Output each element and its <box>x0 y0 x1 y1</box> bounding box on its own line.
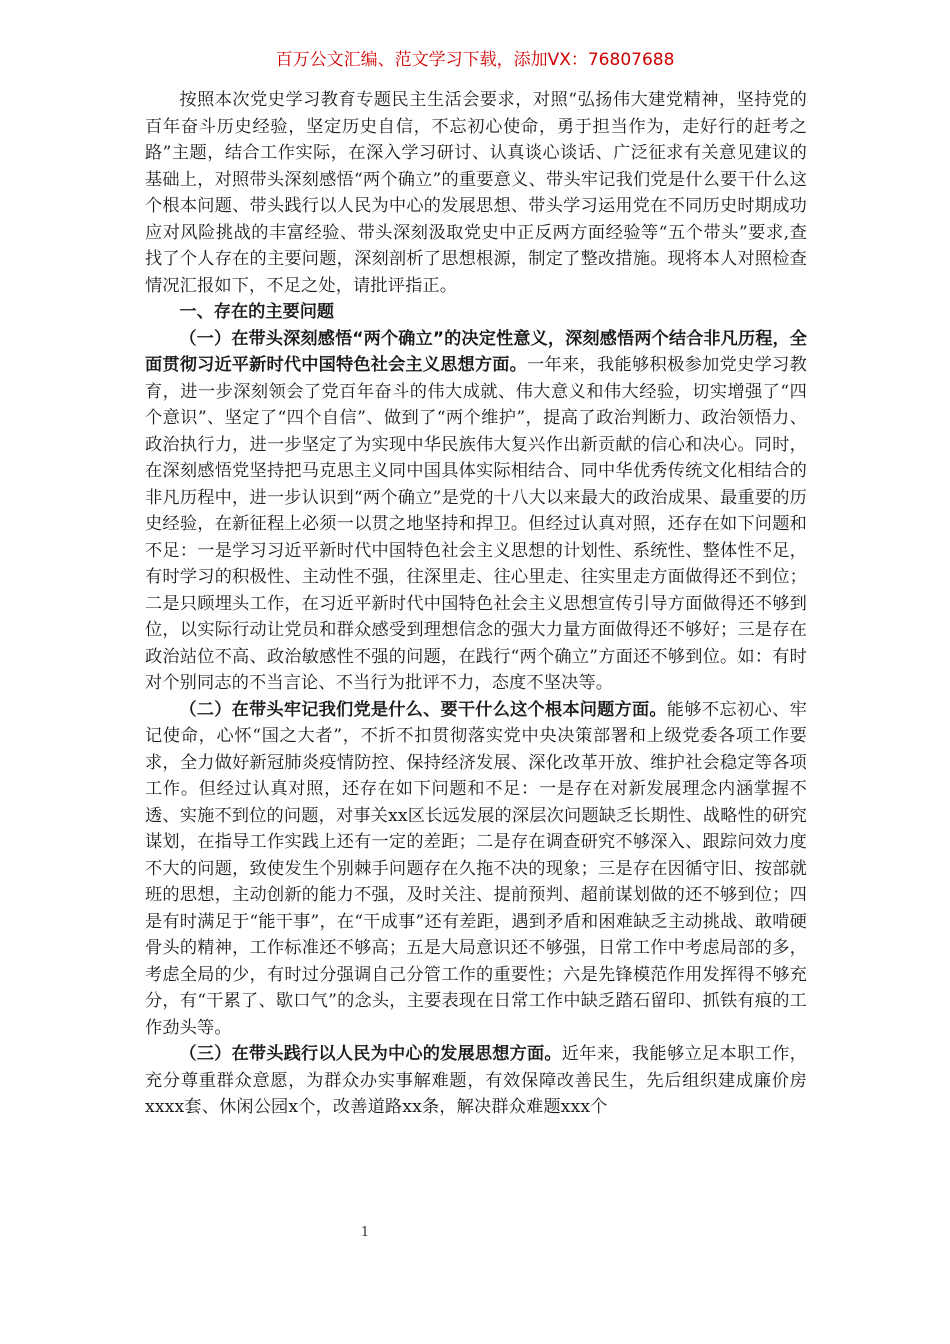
item-lead-2: （二）在带头牢记我们党是什么、要干什么这个根本问题方面。 <box>179 699 667 720</box>
item-body-3: 近年来，我能够立足本职工作，充分尊重群众意愿，为群众办实事解难题，有效保障改善民生，先后组织建成廉价房xxxx套、休闲公园x个，改善道路xx条，解决群众难题xxx个 <box>145 1044 807 1117</box>
intro-paragraph: 按照本次党史学习教育专题民主生活会要求，对照“弘扬伟大建党精神，坚持党的百年奋斗历史经验，坚定历史自信，不忘初心使命，勇于担当作为，走好行的赶考之路”主题，结合工作实际，在深入学习研讨、认真谈心谈话、广泛征求有关意见建议的基础上，对照带头深刻感悟“两个确立”的重要意义、带头牢记我们党是什么要干什么这个根本问题、带头践行以人民为中心的发展思想、带头学习运用党在不同历史时期成功应对风险挑战的丰富经验、带头深刻汲取党史中正反两方面经验等“五个带头”要求,查找了个人存在的主要问题，深刻剖析了思想根源，制定了整改措施。现将本人对照检查情况汇报如下，不足之处，请批评指正。 <box>145 90 807 296</box>
item-paragraph-3 <box>145 1041 807 1121</box>
item-paragraph-1 <box>145 326 807 697</box>
document-body <box>145 87 807 1121</box>
item-body-1: 一年来，我能够积极参加党史学习教育，进一步深刻领会了党百年奋斗的伟大成就、伟大意义和伟大经验，切实增强了“四个意识”、坚定了“四个自信”、做到了“两个维护”，提高了政治判断力、政治领悟力、政治执行力，进一步坚定了为实现中华民族伟大复兴作出新贡献的信心和决心。同时，在深刻感悟党坚持把马克思主义同中国具体实际相结合、同中华优秀传统文化相结合的非凡历程中，进一步认识到“两个确立”是党的十八大以来最大的政治成果、最重要的历史经验，在新征程上必须一以贯之地坚持和捍卫。但经过认真对照，还存在如下问题和不足：一是学习习近平新时代中国特色社会主义思想的计划性、系统性、整体性不足，有时学习的积极性、主动性不强，往深里走、往心里走、往实里走方面做得还不到位；二是只顾埋头工作，在习近平新时代中国特色社会主义思想宣传引导方面做得还不够到位，以实际行动让党员和群众感受到理想信念的强大力量方面做得还不够好；三是存在政治站位不高、政治敏感性不强的问题，在践行“两个确立”方面还不够到位。如：有时对个别同志的不当言论、不当行为批评不力，态度不坚决等。 <box>145 355 807 693</box>
section-heading-main-problems: 一、存在的主要问题 <box>179 302 335 322</box>
item-body-2: 能够不忘初心、牢记使命，心怀“国之大者”，不折不扣贯彻落实党中央决策部署和上级党委各项工作要求，全力做好新冠肺炎疫情防控、保持经济发展、深化改革开放、维护社会稳定等各项工作。但经过认真对照，还存在如下问题和不足：一是存在对新发展理念内涵掌握不透、实施不到位的问题，对事关xx区长远发展的深层次问题缺乏长期性、战略性的研究谋划，在指导工作实践上还有一定的差距；二是存在调查研究不够深入、跟踪问效力度不大的问题，致使发生个别棘手问题存在久拖不决的现象；三是存在因循守旧、按部就班的思想，主动创新的能力不强，及时关注、提前预判、超前谋划做的还不够到位；四是有时满足于“能干事”，在“干成事”还有差距，遇到矛盾和困难缺乏主动挑战、敢啃硬骨头的精神，工作标准还不够高；五是大局意识还不够强，日常工作中考虑局部的多，考虑全局的少，有时过分强调自己分管工作的重要性；六是先锋模范作用发挥得不够充分，有“干累了、歇口气”的念头，主要表现在日常工作中缺乏踏石留印、抓铁有痕的工作劲头等。 <box>145 699 807 1038</box>
item-lead-1: （一）在带头深刻感悟“两个确立”的决定性意义，深刻感悟两个结合非凡历程，全面贯彻习近平新时代中国特色社会主义思想方面。 <box>145 328 807 375</box>
item-paragraph-2 <box>145 697 807 1042</box>
item-lead-3: （三）在带头践行以人民为中心的发展思想方面。 <box>179 1044 562 1064</box>
page-number: 1 <box>360 1225 370 1240</box>
page-header-banner: 百万公文汇编、范文学习下载，添加VX：76807688 <box>275 50 675 70</box>
